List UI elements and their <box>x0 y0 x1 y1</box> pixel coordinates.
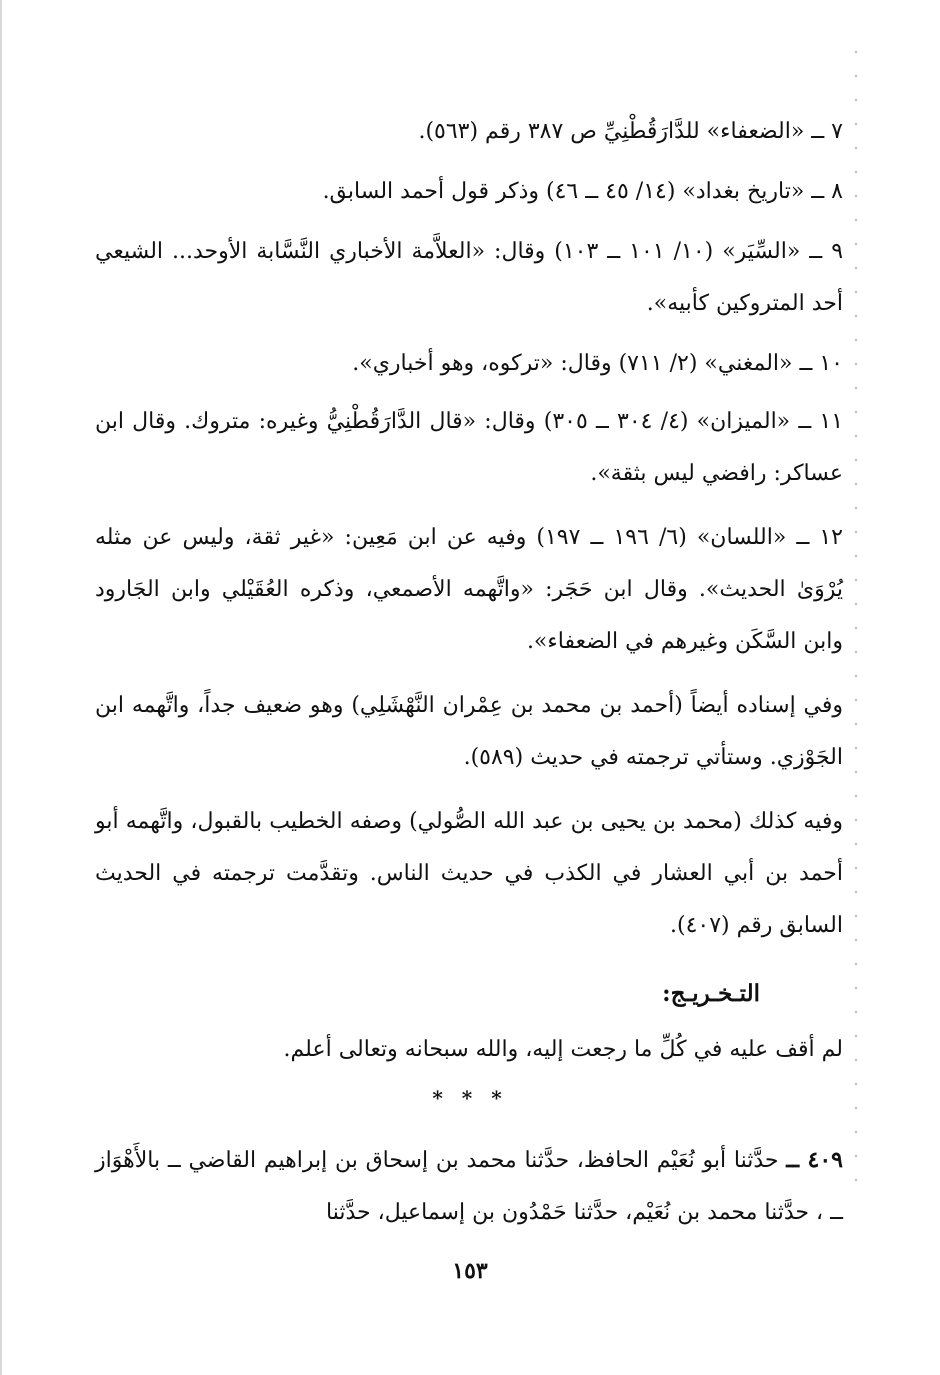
footnote-8: ٨ ــ «تاريخ بغداد» (١٤/ ٤٥ ــ ٤٦) وذكر قول أحمد السابق. <box>322 179 843 204</box>
hadith-409 <box>95 1134 843 1239</box>
page-edge <box>0 0 2 1375</box>
footnote-9: ٩ ــ «السِّيَر» (١٠/ ١٠١ ــ ١٠٣) وقال: «العلاَّمة الأخباري النَّسَّابة الأوحد... الشيعي أحد المتروكين كأبيه». <box>95 239 844 316</box>
takhrij-text: لم أقف عليه في كُلِّ ما رجعت إليه، والله سبحانه وتعالى أعلم. <box>283 1037 843 1062</box>
hadith-number: ٤٠٩ ــ <box>786 1147 843 1173</box>
footnote-10: ١٠ ــ «المغني» (٢/ ٧١١) وقال: «تركوه، وهو أخباري». <box>352 351 843 376</box>
takhrij-heading: التـخـريـج: <box>662 980 760 1007</box>
section-separator: * * * <box>432 1086 508 1110</box>
footnote-7: ٧ ــ «الضعفاء» للدَّارَقُطْنِيِّ ص ٣٨٧ رقم (٥٦٣). <box>418 119 843 144</box>
hadith-text: حدَّثنا أبو نُعَيْم الحافظ، حدَّثنا محمد بن إسحاق بن إبراهيم القاضي ــ بالأَهْوَاز ــ ، حدَّثنا محمد بن نُعَيْم، حدَّثنا حَمْدُون بن إسماعيل، حدَّثنا <box>95 1148 843 1225</box>
paragraph-isnad-suli: وفيه كذلك (محمد بن يحيى بن عبد الله الصُّولي) وصفه الخطيب بالقبول، واتَّهمه أبو أحمد بن أبي العشار في الكذب في حديث الناس. وتقدَّمت ترجمته في الحديث السابق رقم (٤٠٧). <box>95 809 844 938</box>
page-number: ١٥٣ <box>452 1258 488 1284</box>
footnote-11: ١١ ــ «الميزان» (٤/ ٣٠٤ ــ ٣٠٥) وقال: «قال الدَّارَقُطْنِيُّ وغيره: متروك. وقال ابن عساكر: رافضي ليس بثقة». <box>95 409 844 486</box>
margin-dots <box>854 40 858 1200</box>
paragraph-isnad-nahshali: وفي إسناده أيضاً (أحمد بن محمد بن عِمْران النَّهْشَلِي) وهو ضعيف جداً، واتَّهمه ابن الجَوْزي. وستأتي ترجمته في حديث (٥٨٩). <box>95 693 843 770</box>
footnote-12: ١٢ ــ «اللسان» (٦/ ١٩٦ ــ ١٩٧) وفيه عن ابن مَعِين: «غير ثقة، وليس عن مثله يُرْوَىٰ الحديث». وقال ابن حَجَر: «واتَّهمه الأصمعي، وذكره العُقَيْلي وابن الجَارود وابن السَّكَن وغيرهم في الضعفاء». <box>95 525 843 654</box>
